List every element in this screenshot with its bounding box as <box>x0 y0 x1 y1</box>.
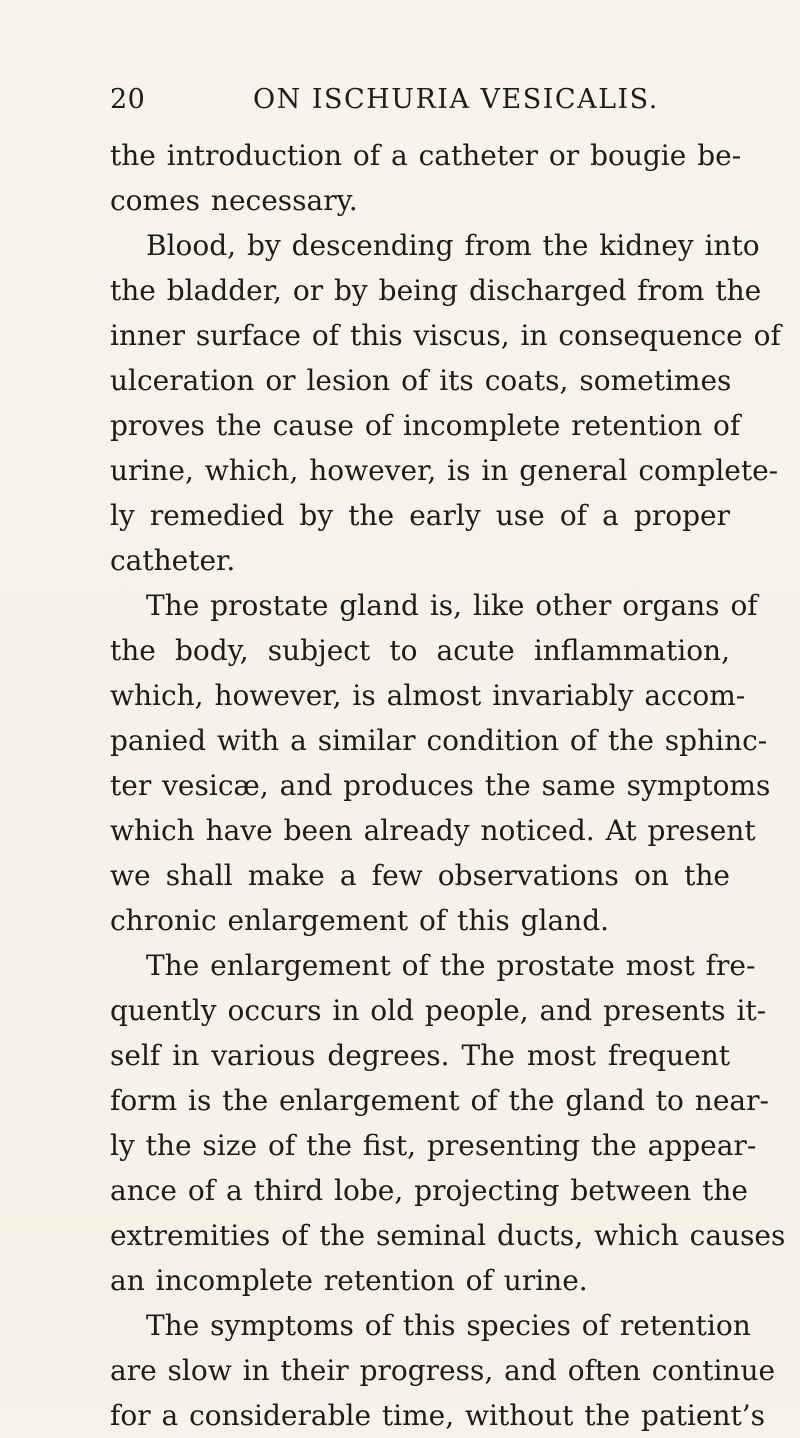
text-line: Blood, by descending from the kidney into <box>146 229 760 262</box>
text-line: for a considerable time, without the patient’s <box>110 1399 766 1432</box>
text-line: quently occurs in old people, and presents it- <box>110 994 767 1027</box>
text-line: The prostate gland is, like other organs of <box>146 589 758 622</box>
text-line: The symptoms of this species of retention <box>146 1309 751 1342</box>
text-line: ulceration or lesion of its coats, sometimes <box>110 364 732 397</box>
text-line: are slow in their progress, and often continue <box>110 1354 776 1387</box>
text-line: the introduction of a catheter or bougie be- <box>110 139 742 172</box>
text-line: form is the enlargement of the gland to near- <box>110 1084 769 1117</box>
text-line: extremities of the seminal ducts, which causes <box>110 1219 786 1252</box>
text-line: urine, which, however, is in general complete- <box>110 454 779 487</box>
text-line: inner surface of this viscus, in consequence of <box>110 319 781 352</box>
text-line: comes necessary. <box>110 184 358 217</box>
text-line: chronic enlargement of this gland. <box>110 904 610 937</box>
text-line: ter vesicæ, and produces the same symptoms <box>110 769 771 802</box>
text-line: catheter. <box>110 544 236 577</box>
body-text <box>110 133 786 1438</box>
text-line: self in various degrees. The most frequent <box>110 1039 730 1072</box>
running-head <box>110 84 730 124</box>
text-line: ly the size of the fist, presenting the appear- <box>110 1129 757 1162</box>
text-line: ly remedied by the early use of a proper <box>110 499 730 532</box>
text-line: an incomplete retention of urine. <box>110 1264 588 1297</box>
text-line: we shall make a few observations on the <box>110 859 730 892</box>
text-line: which have been already noticed. At present <box>110 814 756 847</box>
text-line: ance of a third lobe, projecting between the <box>110 1174 748 1207</box>
text-line: panied with a similar condition of the sphinc- <box>110 724 768 757</box>
text-line: The enlargement of the prostate most fre- <box>146 949 756 982</box>
text-line: which, however, is almost invariably accom- <box>110 679 746 712</box>
running-title: ON ISCHURIA VESICALIS. <box>253 84 659 115</box>
text-line: proves the cause of incomplete retention of <box>110 409 741 442</box>
text-line: the bladder, or by being discharged from the <box>110 274 762 307</box>
page-number: 20 <box>110 84 146 115</box>
text-line: the body, subject to acute inflammation, <box>110 634 730 667</box>
